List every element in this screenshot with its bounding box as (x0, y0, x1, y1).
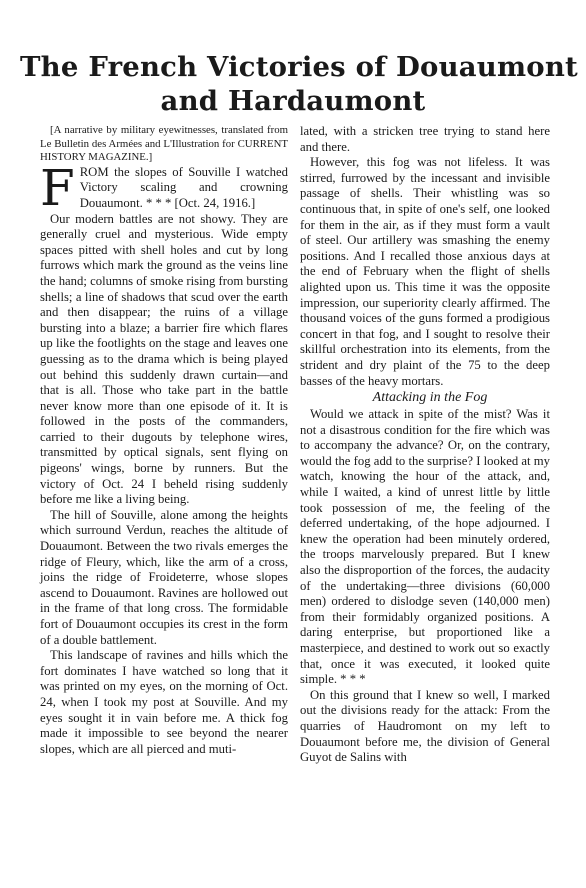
article-title (20, 50, 578, 118)
intro-note: [A narrative by military eyewitnesses, translated from Le Bulletin des Armées and L'Illustration for CURRENT HISTORY MAGAZINE.] (40, 124, 288, 164)
paragraph: This landscape of ravines and hills which the fort dominates I have watched so long that it was printed on my eyes, on the morning of Oct. 24, when I took my post at Souville. And my eyes sought it in vain before me. A thick fog made it impossible to see beyond the nearer slopes, which are all pierced and muti- (40, 648, 288, 756)
article-title-line-1: The French Victories of Douaumont (20, 51, 578, 83)
paragraph: lated, with a stricken tree trying to stand here and there. (300, 124, 550, 154)
paragraph: On this ground that I knew so well, I marked out the divisions ready for the attack: From the quarries of Haudromont on my left to Douaumont before me, the division of General Guyot de Salins with (300, 687, 550, 765)
opening-paragraph (40, 165, 288, 212)
paragraph: The hill of Souville, alone among the heights which surround Verdun, reaches the altitude of Douaumont. Between the two rivals emerges the ridge of Fleury, which, like the arm of a cross, joins the ridge of Froideterre, whose slopes ascend to Douaumont. Ravines are hollowed out in the frame of that long cross. The formidable fort of Douaumont occupies its crest in the form of a double battlement. (40, 507, 288, 647)
paragraph: However, this fog was not lifeless. It was stirred, furrowed by the incessant and invisible passage of shells. Their whistling was so continuous that, in spite of one's self, one looked for them in the air, as if they must form a vault of steel. Our artillery was smashing the enemy positions. And I recalled those anxious days at the end of February when the flight of shells alighted upon us. This time it was the opposite impression, our superiority clearly affirmed. The thousand voices of the guns formed a prodigious concert in that fog, and I sought to resolve their skillful orchestration into its elements, from the strident and dry plaint of the 75 to the deep basses of the heavy mortars. (300, 155, 550, 388)
left-column (40, 124, 288, 757)
paragraph: Would we attack in spite of the mist? Was it not a disastrous condition for the fire which was to accompany the advance? Or, on the contrary, would the fog add to the surprise? I looked at my watch, knowing the hour of the attack, and, while I waited, a kind of unrest little by little took possession of me, the feeling of the deferred undertaking, of the hope adjourned. I knew the operation had been minutely ordered, the troops marvelously prepared. But I knew also the disproportion of the forces, the audacity of the undertaking—three divisions (60,000 men) ordered to dislodge seven (140,000 men) from their formidably organized positions. A daring enterprise, but proportioned like a masterpiece, and destined to work out so exactly that, once it was executed, it looked quite simple. * * * (300, 407, 550, 687)
right-column (300, 124, 550, 766)
opening-text: ROM the slopes of Souville I watched Victory scaling and crowning Douaumont. * * * [Oct. 24, 1916.] (79, 164, 288, 210)
article-title-line-2: and Hardaumont (160, 85, 426, 117)
drop-cap: F (40, 164, 75, 212)
section-subhead: Attacking in the Fog (372, 390, 488, 406)
paragraph: Our modern battles are not showy. They are generally cruel and mysterious. Wide empty spaces pitted with shell holes and cut by long furrows which mark the ground as the veins line the hand; columns of smoke rising from bursting shells; a line of shadows that scud over the earth and then disappear; the ruins of a village bursting into a blaze; a barrier fire which flares up like the footlights on the stage and leaves one guessing as to the drama which is being played out behind this suddenly drawn curtain—and that is all. Those who take part in the battle never know more than one episode of it. It is followed in the posts of the commanders, carried to their dugouts by telephone wires, transmitted by optical signals, sent flying on pigeons' wings, borne by runners. But the victory of Oct. 24 I beheld rising suddenly before me like a living being. (40, 211, 288, 507)
